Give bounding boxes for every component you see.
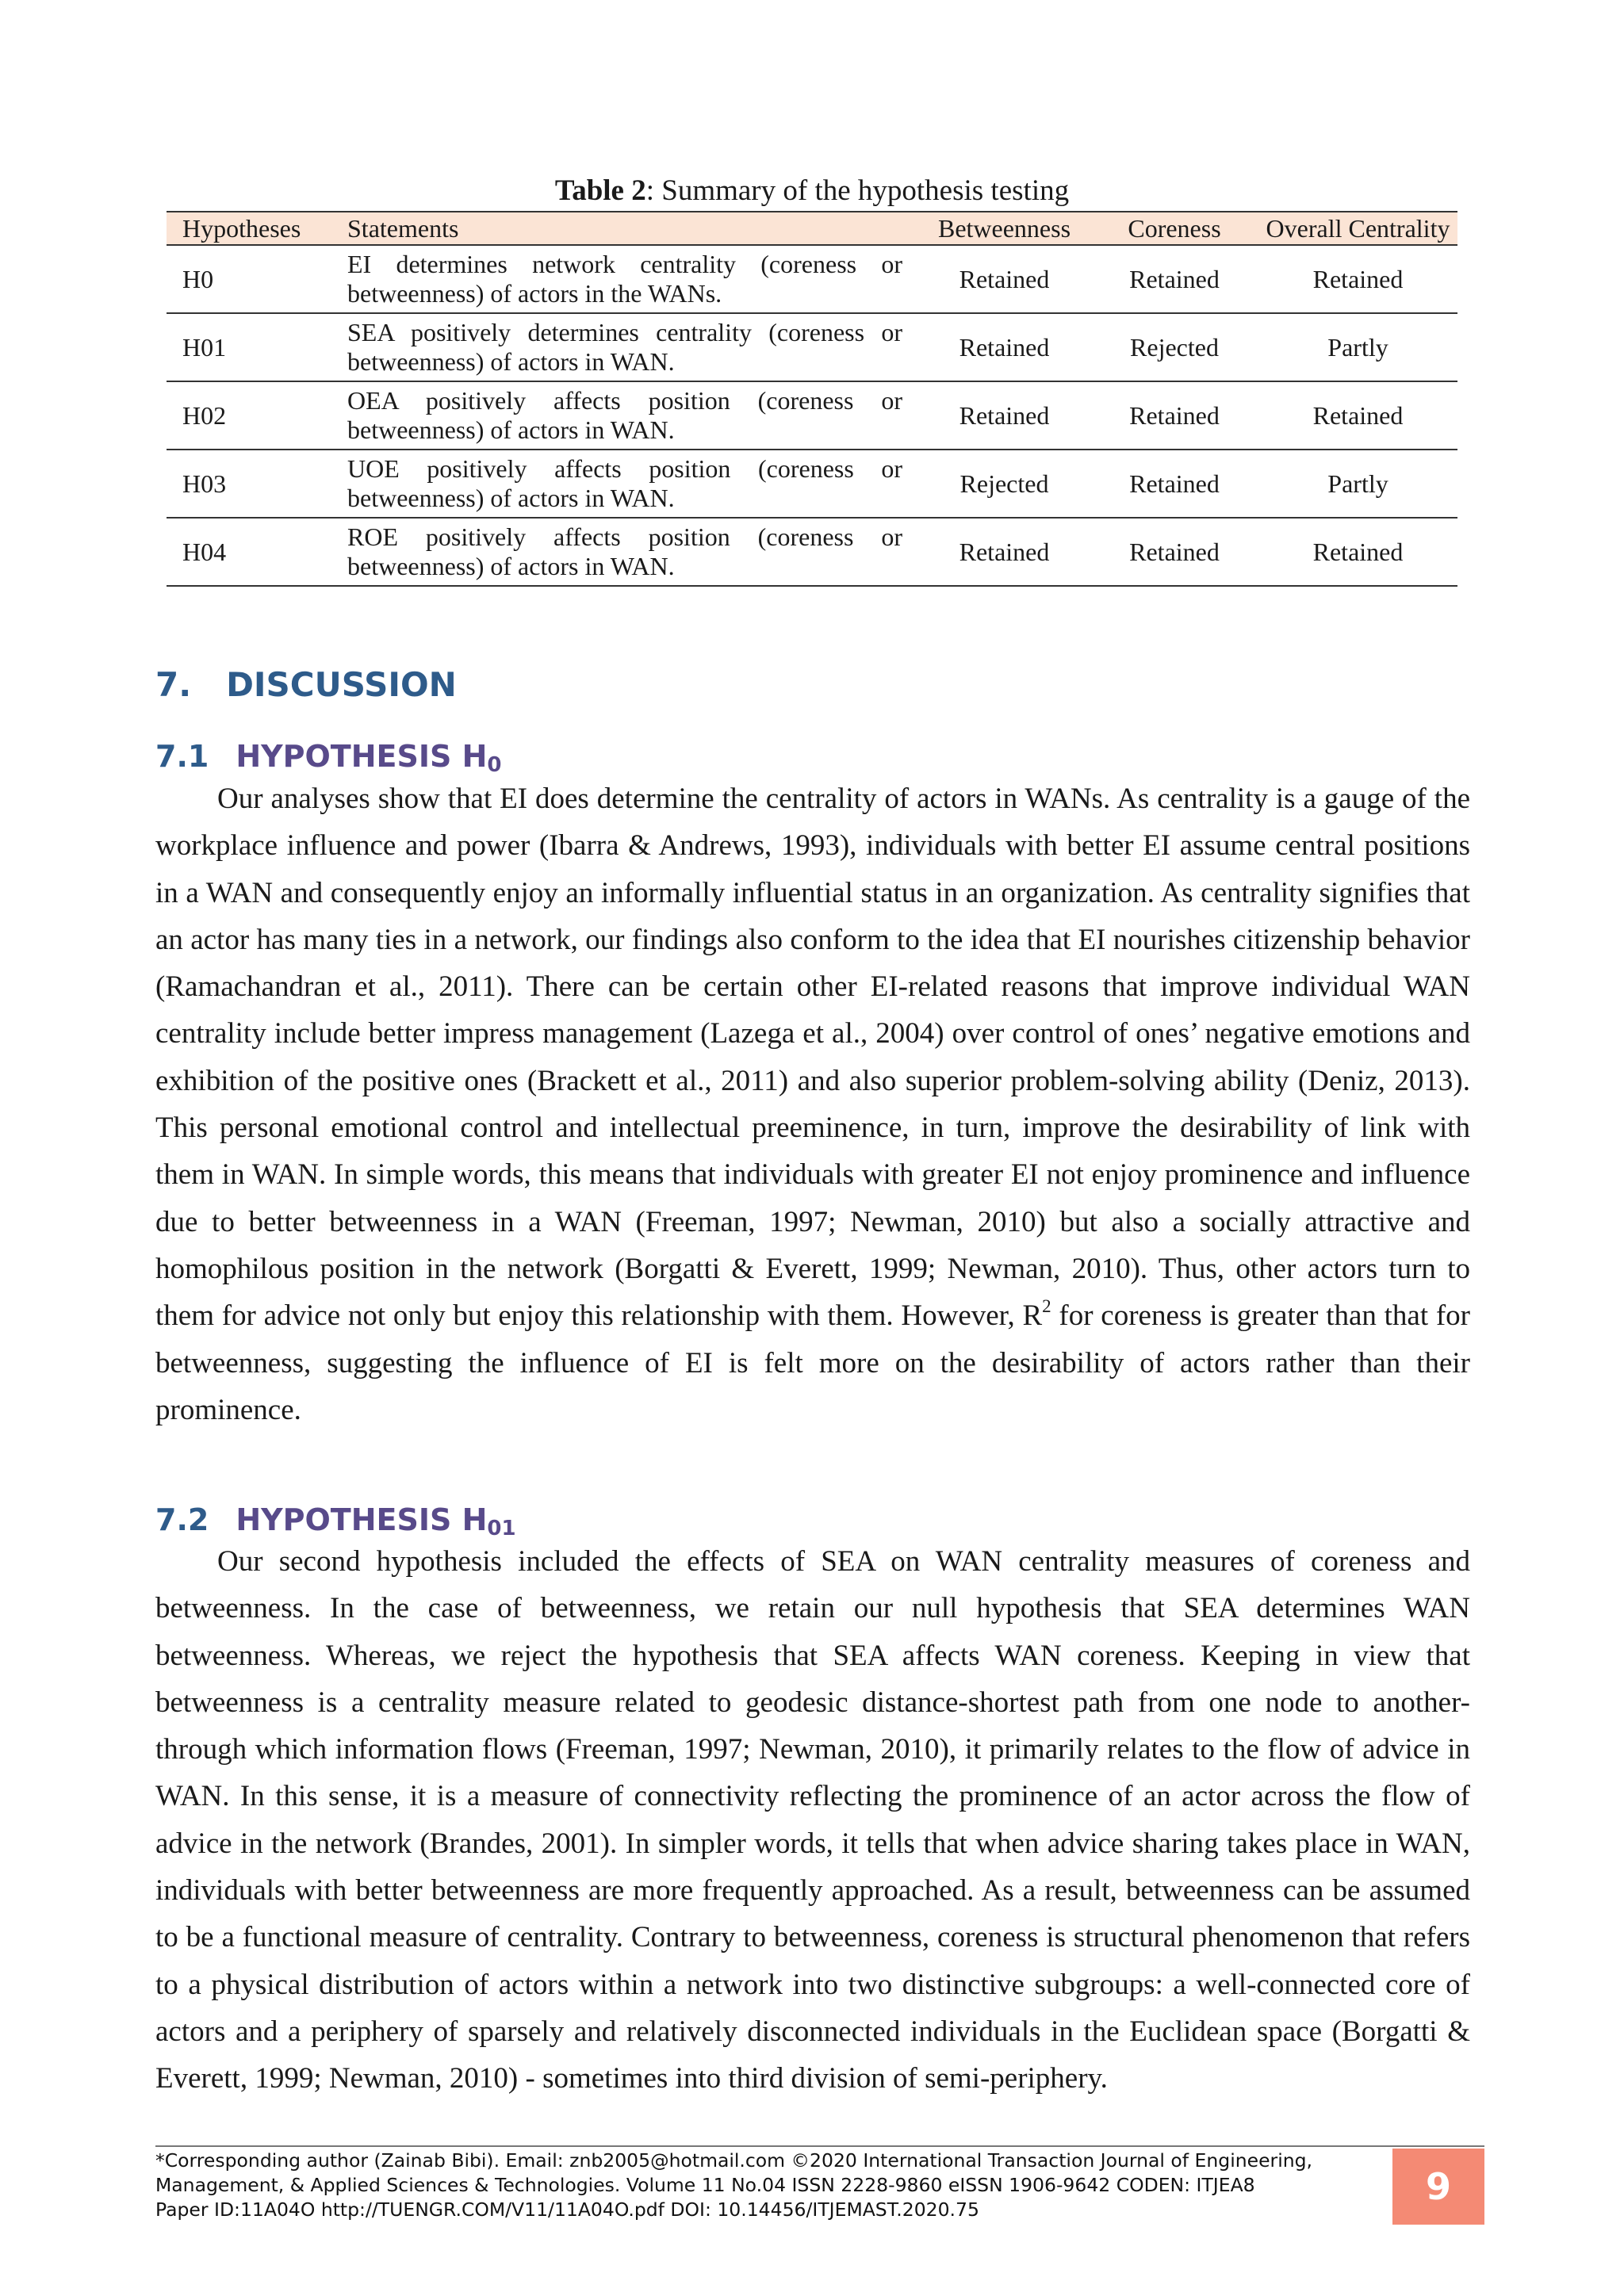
cell-statement: UOE positively affects position (coreness or betweenness) of actors in WAN. — [343, 450, 918, 518]
footer-line-1: *Corresponding author (Zainab Bibi). Email: znb2005@hotmail.com ©2020 International Transaction Journal of Engineering, — [155, 2149, 1313, 2172]
cell-statement: EI determines network centrality (coreness or betweenness) of actors in the WANs. — [343, 245, 918, 313]
subsection-title: HYPOTHESIS H — [236, 1502, 488, 1537]
cell-overall: Retained — [1258, 518, 1457, 586]
footer-divider — [155, 2145, 1484, 2147]
cell-coreness: Retained — [1090, 518, 1258, 586]
header-statements: Statements — [343, 212, 918, 245]
header-overall-centrality: Overall Centrality — [1258, 212, 1457, 245]
table-caption-label: Table 2 — [554, 174, 646, 207]
cell-betweenness: Rejected — [918, 450, 1090, 518]
subsection-title: HYPOTHESIS H — [236, 739, 488, 774]
section-title: DISCUSSION — [226, 665, 457, 704]
table-row — [167, 245, 1457, 313]
subsection-number: 7.1 — [155, 739, 209, 774]
cell-betweenness: Retained — [918, 381, 1090, 450]
subsection-subscript: 01 — [487, 1517, 516, 1540]
paragraph-h0-text-a: Our analyses show that EI does determine the centrality of actors in WANs. As centrality is a gauge of the workplace influence and power (Ibarra & Andrews, 1993), individuals with better EI assume central positions in a WAN and consequently enjoy an informally influential status in an organization. As centrality signifies that an actor has many ties in a network, our findings also conform to the idea that EI nourishes citizenship behavior (Ramachandran et al., 2011). There can be certain other EI-related reasons that improve individual WAN centrality include better impress management (Lazega et al., 2004) over control of ones’ negative emotions and exhibition of the positive ones (Brackett et al., 2011) and also superior problem-solving ability (Deniz, 2013). This personal emotional control and intellectual preeminence, in turn, improve the desirability of link with them in WAN. In simple words, this means that individuals with greater EI not enjoy prominence and influence due to better betweenness in a WAN (Freeman, 1997; Newman, 2010) but also a socially attractive and homophilous position in the network (Borgatti & Everett, 1999; Newman, 2010). Thus, other actors turn to them for advice not only but enjoy this relationship with them. However, R — [155, 783, 1470, 1333]
cell-overall: Retained — [1258, 381, 1457, 450]
table-row — [167, 518, 1457, 586]
cell-hypothesis: H03 — [167, 450, 343, 518]
paragraph-h01 — [155, 1538, 1470, 2103]
cell-overall: Partly — [1258, 450, 1457, 518]
paragraph-h01-text: Our second hypothesis included the effects of SEA on WAN centrality measures of coreness and betweenness. In the case of betweenness, we retain our null hypothesis that SEA determines WAN betweenness. Whereas, we reject the hypothesis that SEA affects WAN coreness. Keeping in view that betweenness is a centrality measure related to geodesic distance-shortest path from one node to another- through which information flows (Freeman, 1997; Newman, 2010), it primarily relates to the flow of advice in WAN. In this sense, it is a measure of connectivity reflecting the prominence of an actor across the flow of advice in the network (Brandes, 2001). In simpler words, it tells that when advice sharing takes place in WAN, individuals with better betweenness are more frequently approached. As a result, betweenness can be assumed to be a functional measure of centrality. Contrary to betweenness, coreness is structural phenomenon that refers to a physical distribution of actors within a network into two distinctive subgroups: a well-connected core of actors and a periphery of sparsely and relatively disconnected individuals in the Euclidean space (Borgatti & Everett, 1999; Newman, 2010) - sometimes into third division of semi-periphery. — [155, 1545, 1470, 2095]
cell-statement: SEA positively determines centrality (coreness or betweenness) of actors in WAN. — [343, 313, 918, 381]
section-heading-discussion — [155, 664, 457, 706]
r-squared-superscript: 2 — [1042, 1296, 1051, 1317]
table-caption — [167, 173, 1457, 209]
footer-line-3: Paper ID:11A04O http://TUENGR.COM/V11/11A04O.pdf DOI: 10.14456/ITJEMAST.2020.75 — [155, 2198, 979, 2221]
cell-hypothesis: H04 — [167, 518, 343, 586]
table-header-row — [167, 212, 1457, 245]
cell-betweenness: Retained — [918, 518, 1090, 586]
footer-line-2: Management, & Applied Sciences & Technologies. Volume 11 No.04 ISSN 2228-9860 eISSN 1906-9642 CODEN: ITJEA8 — [155, 2174, 1255, 2196]
footer-citation — [155, 2149, 1381, 2222]
cell-coreness: Retained — [1090, 245, 1258, 313]
subsection-subscript: 0 — [487, 753, 502, 777]
hypothesis-table — [167, 211, 1457, 587]
header-coreness: Coreness — [1090, 212, 1258, 245]
cell-coreness: Retained — [1090, 450, 1258, 518]
paragraph-h0 — [155, 775, 1470, 1433]
table-row — [167, 450, 1457, 518]
cell-overall: Retained — [1258, 245, 1457, 313]
header-hypotheses: Hypotheses — [167, 212, 343, 245]
cell-statement: ROE positively affects position (coreness or betweenness) of actors in WAN. — [343, 518, 918, 586]
section-number: 7. — [155, 665, 192, 704]
table-row — [167, 381, 1457, 450]
cell-overall: Partly — [1258, 313, 1457, 381]
cell-betweenness: Retained — [918, 313, 1090, 381]
table-row — [167, 313, 1457, 381]
cell-coreness: Rejected — [1090, 313, 1258, 381]
page-number-badge: 9 — [1392, 2149, 1484, 2225]
subsection-number: 7.2 — [155, 1502, 209, 1537]
cell-hypothesis: H01 — [167, 313, 343, 381]
header-betweenness: Betweenness — [918, 212, 1090, 245]
paragraph-h0-text-b: for coreness is greater than that for betweenness, suggesting the influence of EI is felt more on the desirability of actors rather than their prominence. — [155, 1299, 1470, 1426]
table-caption-text: : Summary of the hypothesis testing — [645, 174, 1070, 207]
cell-coreness: Retained — [1090, 381, 1258, 450]
cell-statement: OEA positively affects position (coreness or betweenness) of actors in WAN. — [343, 381, 918, 450]
cell-hypothesis: H0 — [167, 245, 343, 313]
cell-betweenness: Retained — [918, 245, 1090, 313]
cell-hypothesis: H02 — [167, 381, 343, 450]
